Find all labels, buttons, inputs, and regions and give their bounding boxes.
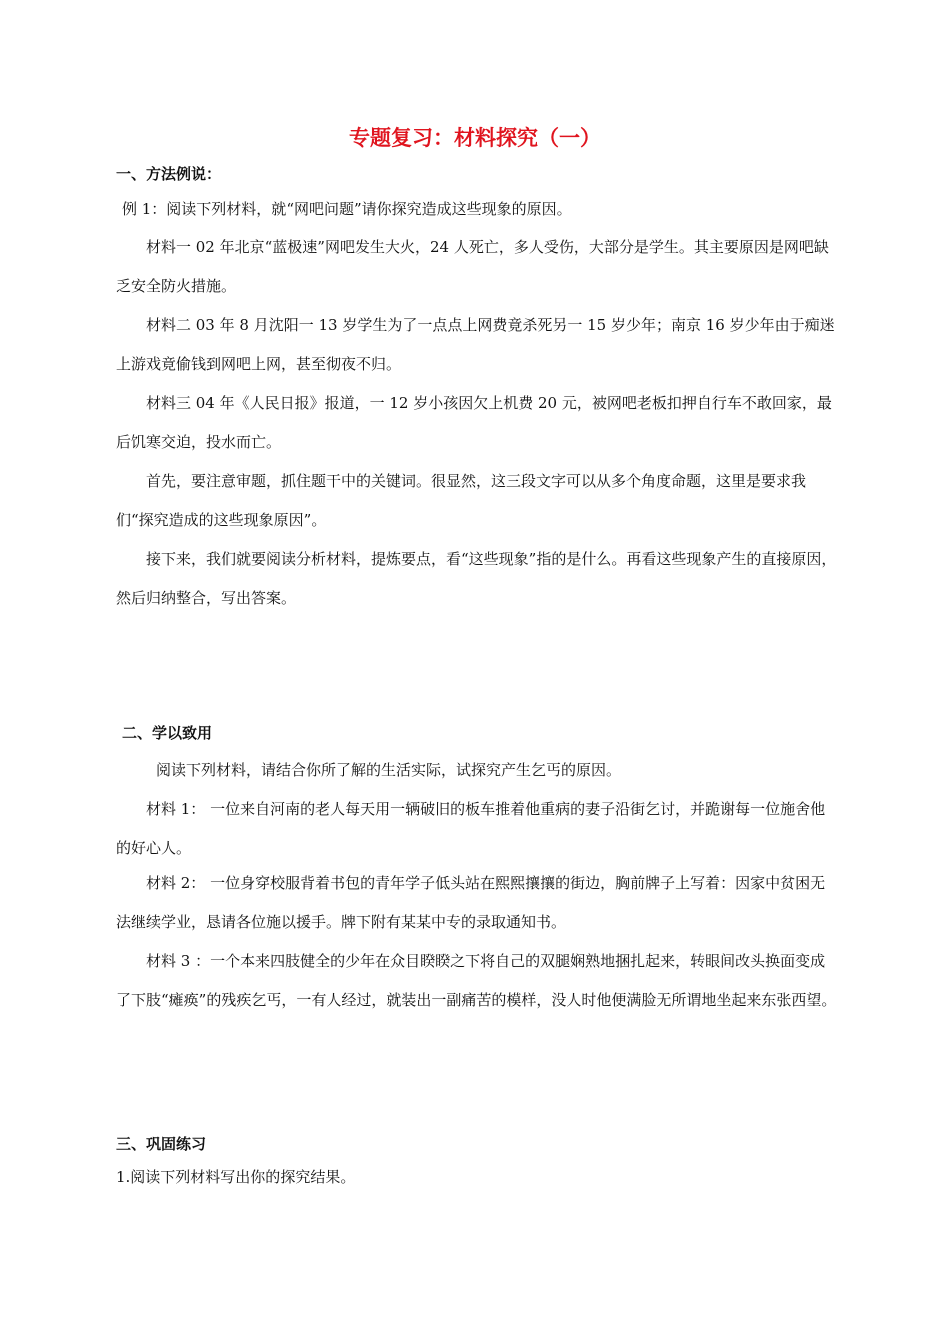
example-prompt: 例 1：阅读下列材料，就“网吧问题”请你探究造成这些现象的原因。 xyxy=(122,200,572,218)
apply-material-2: 材料 2： 一位身穿校服背着书包的青年学子低头站在熙熙攘攘的街边，胸前牌子上写着：因家中贫困无法继续学业，恳请各位施以援手。牌下附有某某中专的录取通知书。 xyxy=(116,874,826,931)
section-heading-method: 一、方法例说： xyxy=(116,165,222,183)
apply-material-3: 材料 3 ：一个本来四肢健全的少年在众目睽睽之下将自己的双腿娴熟地捆扎起来，转眼间改头换面变成了下肢“瘫痪”的残疾乞丐，一有人经过，就装出一副痛苦的模样，没人时他便满脸无所谓地坐起来东张西望。 xyxy=(116,952,837,1009)
analysis-paragraph-1: 首先，要注意审题，抓住题干中的关键词。很显然，这三段文字可以从多个角度命题，这里是要求我们“探究造成的这些现象原因”。 xyxy=(116,472,807,529)
apply-intro: 阅读下列材料，请结合你所了解的生活实际，试探究产生乞丐的原因。 xyxy=(156,761,622,779)
section-heading-practice: 三、巩固练习 xyxy=(116,1135,207,1153)
apply-material-1: 材料 1： 一位来自河南的老人每天用一辆破旧的板车推着他重病的妻子沿街乞讨，并跪谢每一位施舍他的好心人。 xyxy=(116,800,826,857)
page-title: 专题复习：材料探究（一） xyxy=(349,126,601,150)
practice-item-1: 1.阅读下列材料写出你的探究结果。 xyxy=(116,1168,356,1186)
example-material-2: 材料二 03 年 8 月沈阳一 13 岁学生为了一点点上网费竟杀死另一 15 岁少年；南京 16 岁少年由于痴迷上游戏竟偷钱到网吧上网，甚至彻夜不归。 xyxy=(116,316,835,373)
example-material-3: 材料三 04 年《人民日报》报道，一 12 岁小孩因欠上机费 20 元，被网吧老板扣押自行车不敢回家，最后饥寒交迫，投水而亡。 xyxy=(116,394,832,451)
example-material-1: 材料一 02 年北京“蓝极速”网吧发生大火，24 人死亡，多人受伤，大部分是学生。其主要原因是网吧缺乏安全防火措施。 xyxy=(116,238,829,295)
section-heading-apply: 二、学以致用 xyxy=(122,724,213,742)
analysis-paragraph-2: 接下来，我们就要阅读分析材料，提炼要点，看“这些现象”指的是什么。再看这些现象产生的直接原因，然后归纳整合，写出答案。 xyxy=(116,550,837,607)
